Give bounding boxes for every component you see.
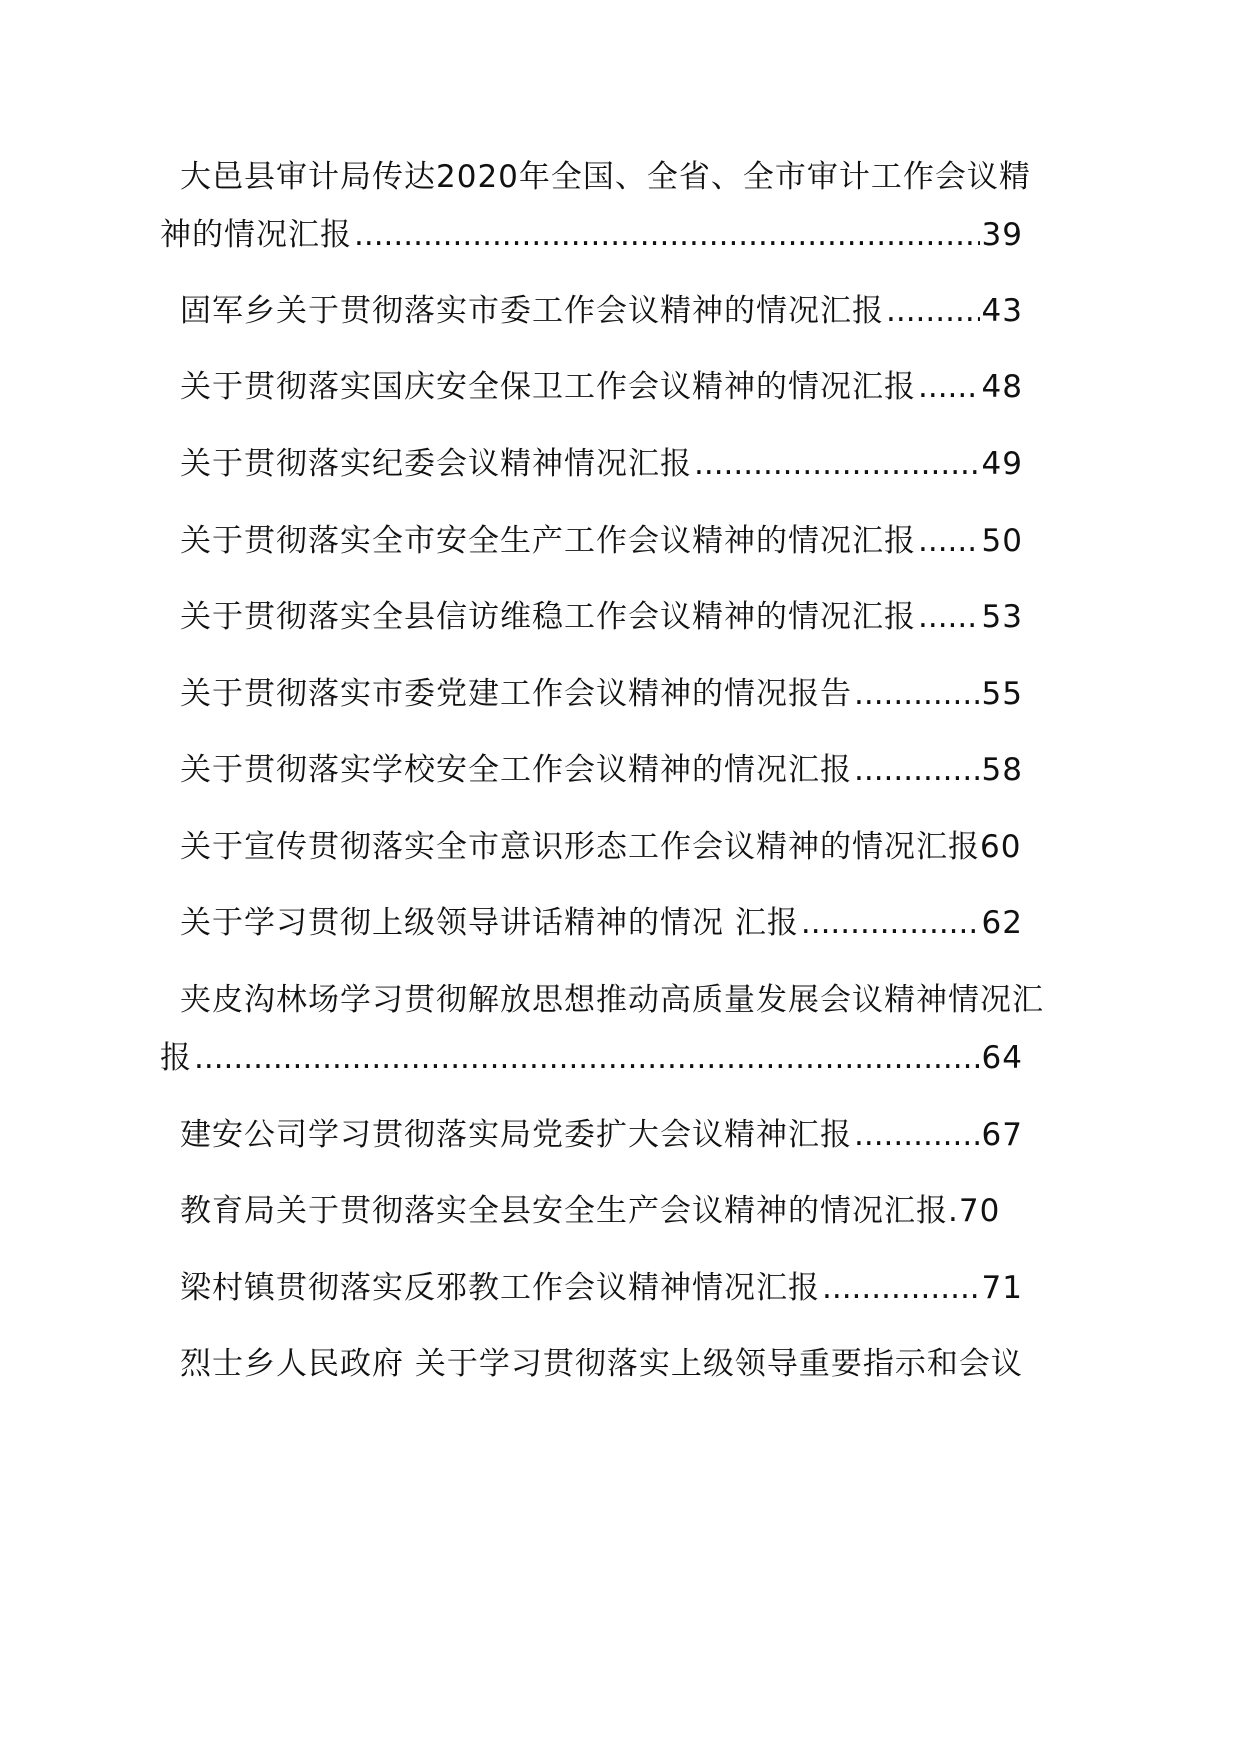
- toc-page-number: 71: [981, 1270, 1023, 1306]
- toc-page-number: 49: [981, 446, 1023, 482]
- toc-entry-title: 关于宣传贯彻落实全市意识形态工作会议精神的情况汇报: [180, 829, 980, 865]
- toc-entry-title: 神的情况汇报: [160, 217, 352, 253]
- toc-page-number: 70: [958, 1193, 1001, 1229]
- toc-entry-title: 教育局关于贯彻落实全县安全生产会议精神的情况汇报.: [180, 1193, 959, 1229]
- toc-entry-title: 梁村镇贯彻落实反邪教工作会议精神情况汇报: [180, 1270, 820, 1306]
- toc-entry-line: 大邑县审计局传达2020年全国、全省、全市审计工作会议精: [180, 159, 1031, 195]
- toc-page-number: 58: [981, 752, 1023, 788]
- dot-leader: [354, 215, 980, 255]
- toc-entry[interactable]: [180, 521, 1023, 561]
- toc-page-number: 55: [981, 676, 1023, 712]
- toc-page-number: 48: [981, 369, 1023, 405]
- toc-page-number: 50: [981, 523, 1023, 559]
- toc-entry-title: 关于贯彻落实学校安全工作会议精神的情况汇报: [180, 752, 852, 788]
- toc-entry[interactable]: [180, 903, 1023, 943]
- toc-entry-line: 夹皮沟林场学习贯彻解放思想推动高质量发展会议精神情况汇: [180, 982, 1044, 1018]
- toc-entry-title: 关于贯彻落实全市安全生产工作会议精神的情况汇报: [180, 523, 916, 559]
- toc-page-number: 53: [981, 599, 1023, 635]
- toc-entry[interactable]: [180, 1115, 1023, 1155]
- toc-entry-title: 关于贯彻落实国庆安全保卫工作会议精神的情况汇报: [180, 369, 916, 405]
- toc-entry-title: 固军乡关于贯彻落实市委工作会议精神的情况汇报: [180, 293, 884, 329]
- dot-leader: [918, 521, 980, 561]
- toc-entry[interactable]: [180, 291, 1023, 331]
- toc-entry-title: 建安公司学习贯彻落实局党委扩大会议精神汇报: [180, 1117, 852, 1153]
- dot-leader: [918, 367, 980, 407]
- toc-page-number: 60: [980, 829, 1022, 865]
- toc-entry[interactable]: [180, 597, 1023, 637]
- toc-page-number: 62: [981, 905, 1023, 941]
- toc-entry[interactable]: [160, 215, 1023, 255]
- toc-entry[interactable]: [180, 1268, 1023, 1308]
- toc-entry[interactable]: [160, 1038, 1023, 1078]
- dot-leader: [854, 1115, 980, 1155]
- dot-leader: [854, 750, 980, 790]
- toc-entry[interactable]: [180, 1191, 1023, 1231]
- toc-entry-title: 关于贯彻落实全县信访维稳工作会议精神的情况汇报: [180, 599, 916, 635]
- toc-entry-title: 关于学习贯彻上级领导讲话精神的情况 汇报: [180, 905, 799, 941]
- dot-leader: [918, 597, 980, 637]
- dot-leader: [194, 1038, 980, 1078]
- dot-leader: [801, 903, 980, 943]
- dot-leader: [886, 291, 980, 331]
- toc-entry[interactable]: [180, 444, 1023, 484]
- toc-entry-title: 关于贯彻落实市委党建工作会议精神的情况报告: [180, 676, 852, 712]
- toc-entry[interactable]: [180, 367, 1023, 407]
- toc-entry-line: 烈士乡人民政府 关于学习贯彻落实上级领导重要指示和会议: [180, 1346, 1023, 1382]
- dot-leader: [822, 1268, 980, 1308]
- toc-entry-title: 报: [160, 1040, 192, 1076]
- dot-leader: [854, 674, 980, 714]
- toc-page-number: 43: [981, 293, 1023, 329]
- toc-entry[interactable]: [180, 674, 1023, 714]
- toc-entry[interactable]: [180, 827, 1023, 867]
- toc-page-number: 39: [981, 217, 1023, 253]
- dot-leader: [694, 444, 980, 484]
- toc-page-number: 64: [981, 1040, 1023, 1076]
- toc-entry-title: 关于贯彻落实纪委会议精神情况汇报: [180, 446, 692, 482]
- toc-page-number: 67: [981, 1117, 1023, 1153]
- toc-entry[interactable]: [180, 750, 1023, 790]
